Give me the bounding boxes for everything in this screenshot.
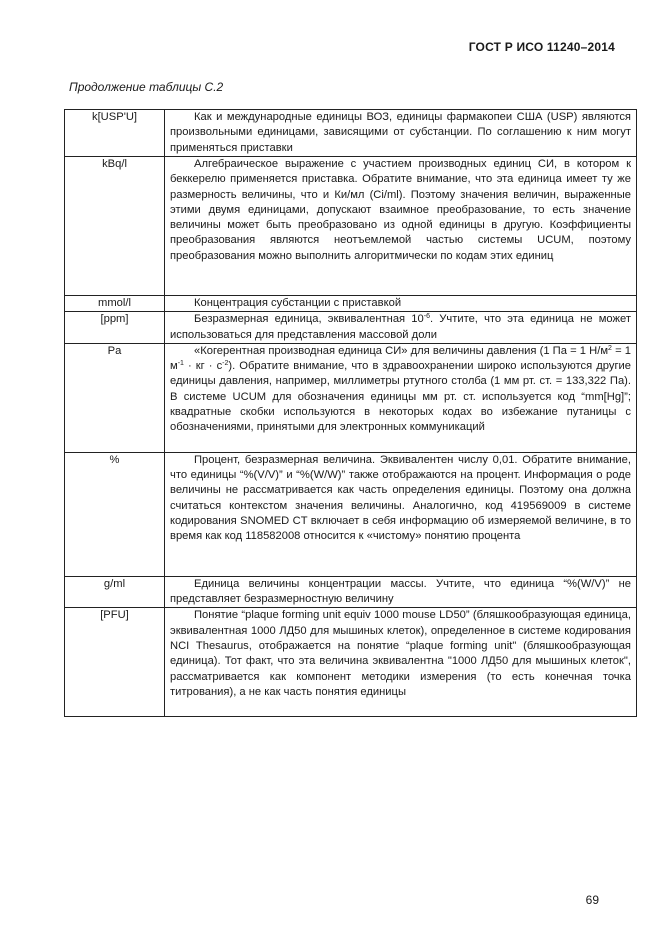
description-cell [165, 576, 637, 608]
description-text: Как и международные единицы ВОЗ, единицы фармакопеи США (USP) являются произвольными единицами, зависящими от субстанции. По соглашению к ним могут применяться приставки [170, 111, 631, 154]
units-table [64, 109, 637, 717]
description-text: Алгебраическое выражение с участием производных единиц СИ, в котором к беккерелю применяется приставка. Обратите внимание, что эта единица имеет ту же размерность величины, что и Ки/мл (Ci/ml). Поэтому значения величин, выраженные этими двумя единицами, допускают взаимное преобразование, то есть значение величины может быть преобразовано из одной единицы в другую. Коэффициенты преобразования являются неотъемлемой частью системы UCUM, поэтому преобразования можно выполнить алгоритмически по кодам этих единиц [170, 158, 631, 262]
description-text: Концентрация субстанции с приставкой [194, 297, 402, 309]
standard-header: ГОСТ Р ИСО 11240–2014 [468, 40, 615, 54]
description-text: «Когерентная производная единица СИ» для величины давления (1 Па = 1 $Н/м^2 = 1$ $м^{-1}$ · кг · $с^{-2}$). Обратите внимание, что в здравоохранении широко используются другие единицы давления, например, миллиметры ртутного столба (1 мм рт. ст. = 133,322 Па). В системе UCUM для обозначения единицы мм рт. ст. используется код “mm[Hg]”; квадратные скобки используются в некоторых кодах во избежание путаницы с обозначениями, принятыми для электронных коммуникаций [170, 344, 632, 434]
description-cell [165, 110, 637, 157]
unit-cell: Pa [65, 343, 165, 452]
description-cell [165, 157, 637, 296]
description-text: Понятие “plaque forming unit equiv 1000 mouse LD50” (бляшкообразующая единица, эквивалентная 1000 ЛД50 для мышиных клеток), определенное в системе кодирования NCI Thesaurus, отображается на понятие “plaque forming unit" (бляшкообразующая единица). Тот факт, что эта величина эквивалентна "1000 ЛД50 для мышиных клеток", рассматривается как компонент методики измерения (то есть конечная точка титрования), а не как часть понятия единицы [170, 609, 631, 698]
table-row [65, 296, 637, 312]
description-cell [165, 296, 637, 312]
table-row [65, 608, 637, 717]
unit-cell: [PFU] [65, 608, 165, 717]
unit-cell: [ppm] [65, 312, 165, 344]
description-text: Единица величины концентрации массы. Учтите, что единица “%(W/V)” не представляет безразмерностную величину [170, 577, 631, 606]
description-cell [165, 608, 637, 717]
unit-cell: g/ml [65, 576, 165, 608]
table-row [65, 576, 637, 608]
table-caption: Продолжение таблицы С.2 [69, 80, 224, 94]
table-row [65, 110, 637, 157]
description-text: Процент, безразмерная величина. Эквивалентен числу 0,01. Обратите внимание, что единицы “%(V/V)” и “%(W/W)” также отображаются на процент. Информация о роде величины не рассматривается как часть определения единицы. Поэтому она должна считаться контекстом значения величины. Аналогично, код 419569009 в системе кодирования SNOMED CT включает в себя информацию об измеряемой величине, в то время как код 118582008 относится к «чистому» понятию процента [170, 453, 631, 543]
page-number: 69 [585, 893, 599, 907]
unit-cell: mmol/l [65, 296, 165, 312]
table-row [65, 343, 637, 452]
description-cell [165, 343, 637, 452]
table-row [65, 312, 637, 344]
description-text: Безразмерная единица, эквивалентная $10^{-6}$. Учтите, что эта единица не может использоваться для представления массовой доли [170, 313, 631, 341]
description-cell [165, 452, 637, 576]
table-row [65, 452, 637, 576]
unit-cell: k[USP'U] [65, 110, 165, 157]
unit-cell: kBq/l [65, 157, 165, 296]
table-row [65, 157, 637, 296]
description-cell [165, 312, 637, 344]
unit-cell: % [65, 452, 165, 576]
